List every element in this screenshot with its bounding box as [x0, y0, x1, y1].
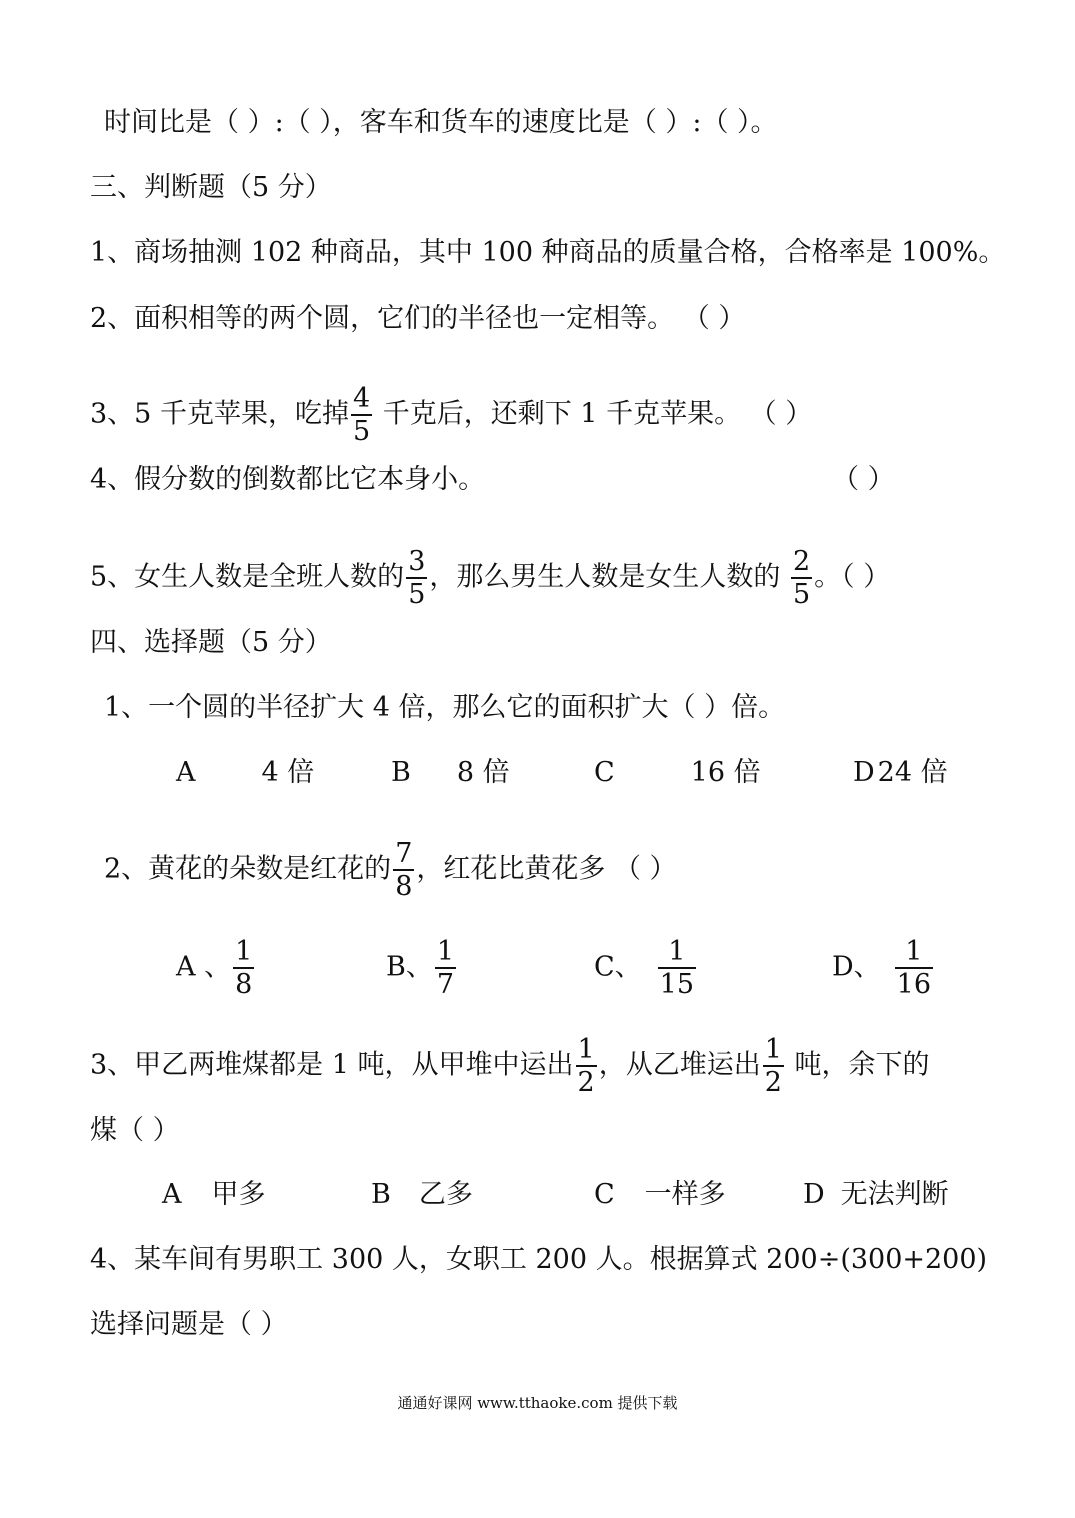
fraction-denominator: 8: [395, 871, 413, 902]
option-b: [371, 1180, 473, 1210]
fraction-numerator: 1: [764, 1034, 782, 1065]
option-text: 一样多: [644, 1179, 726, 1210]
choice-q2-pre: 2、黄花的朵数是红花的: [104, 853, 392, 885]
page-footer: 通通好课网 www.tthaoke.com 提供下载: [397, 1394, 678, 1412]
choice-q2: [104, 840, 677, 900]
section3-title: 三、判断题（5 分）: [90, 172, 332, 203]
judge-q4-paren: （ ）: [832, 464, 895, 495]
fraction-denominator: 5: [408, 579, 426, 610]
fraction: [658, 938, 696, 998]
fraction-numerator: 7: [395, 838, 413, 869]
fraction: [576, 1036, 597, 1096]
option-letter: A: [176, 757, 196, 788]
option-letter: C: [594, 757, 615, 788]
fraction: [763, 1036, 784, 1096]
judge-q3: [90, 385, 812, 445]
fraction-denominator: 5: [792, 579, 811, 610]
option-text: 16 倍: [690, 757, 761, 788]
judge-q5: [90, 548, 890, 608]
fraction-numerator: 2: [792, 546, 811, 577]
option-text: 8 倍: [456, 757, 510, 788]
fraction-numerator: 4: [352, 383, 371, 414]
judge-q2: 2、面积相等的两个圆，它们的半径也一定相等。 （ ）: [90, 303, 746, 334]
option-letter: D: [853, 757, 875, 788]
judge-q5-mid: ，那么男生人数是女生人数的: [429, 561, 789, 593]
fraction-numerator: 1: [436, 936, 455, 967]
fraction-denominator: 2: [764, 1067, 782, 1098]
option-a: [176, 758, 314, 788]
fraction-denominator: 5: [352, 416, 371, 447]
option-letter: D: [803, 1179, 825, 1210]
line-time-ratio: 时间比是（ ）:（ ），客车和货车的速度比是（ ）:（ ）。: [104, 107, 778, 138]
judge-q5-post: 。（ ）: [814, 561, 891, 593]
option-text: 甲多: [211, 1179, 266, 1210]
option-label: A 、: [176, 951, 232, 983]
option-letter: C: [594, 1179, 615, 1210]
option-letter: B: [371, 1179, 391, 1210]
fraction-denominator: 2: [577, 1067, 595, 1098]
fraction-denominator: 16: [896, 969, 932, 1000]
option-d: [803, 1180, 949, 1210]
judge-q4: 4、假分数的倒数都比它本身小。: [90, 464, 486, 495]
option-a: [176, 938, 256, 998]
option-a: [162, 1180, 266, 1210]
fraction: [435, 938, 456, 998]
judge-q3-pre: 3、5 千克苹果，吃掉: [90, 398, 349, 430]
fraction-numerator: 1: [895, 938, 933, 969]
option-d: [853, 758, 948, 788]
judge-q3-post: 千克后，还剩下 1 千克苹果。 （ ）: [374, 398, 813, 430]
option-text: 无法判断: [840, 1179, 949, 1210]
choice-q3-cont: 煤（ ）: [90, 1115, 180, 1146]
choice-q3-pre: 3、甲乙两堆煤都是 1 吨，从甲堆中运出: [90, 1049, 574, 1081]
fraction-denominator: 7: [436, 969, 455, 1000]
fraction-numerator: 1: [658, 938, 696, 969]
option-text: 乙多: [418, 1179, 473, 1210]
judge-q1: 1、商场抽测 102 种商品，其中 100 种商品的质量合格，合格率是 100%。: [90, 237, 1006, 268]
option-label: C、: [594, 951, 642, 983]
option-c: [594, 1180, 726, 1210]
option-c: [594, 938, 698, 998]
option-d: [832, 938, 935, 998]
option-letter: B: [391, 757, 411, 788]
option-b: [391, 758, 510, 788]
fraction: [233, 938, 254, 998]
choice-q3-mid: ，从乙堆运出: [598, 1049, 761, 1081]
section4-title: 四、选择题（5 分）: [90, 627, 332, 658]
fraction-denominator: 15: [659, 969, 695, 1000]
option-label: D、: [832, 951, 881, 983]
judge-q5-pre: 5、女生人数是全班人数的: [90, 561, 405, 593]
fraction: [351, 385, 372, 445]
choice-q4-cont: 选择问题是（ ）: [90, 1309, 288, 1340]
choice-q2-post: ，红花比黄花多 （ ）: [416, 853, 677, 885]
choice-q4: 4、某车间有男职工 300 人，女职工 200 人。根据算式 200÷(300+200): [90, 1244, 988, 1275]
option-b: [386, 938, 458, 998]
fraction: [393, 840, 414, 900]
fraction-numerator: 1: [577, 1034, 595, 1065]
fraction: [791, 548, 812, 608]
fraction-numerator: 1: [235, 936, 253, 967]
option-c: [594, 758, 761, 788]
choice-q3: [90, 1036, 930, 1096]
choice-q3-post: 吨，余下的: [785, 1049, 930, 1081]
option-text: 24 倍: [877, 757, 948, 788]
option-letter: A: [162, 1179, 182, 1210]
fraction: [895, 938, 933, 998]
fraction: [406, 548, 427, 608]
fraction-numerator: 3: [408, 546, 426, 577]
option-text: 4 倍: [261, 757, 315, 788]
choice-q1: 1、一个圆的半径扩大 4 倍，那么它的面积扩大（ ）倍。: [104, 692, 786, 723]
fraction-denominator: 8: [235, 969, 253, 1000]
option-label: B、: [386, 951, 433, 983]
